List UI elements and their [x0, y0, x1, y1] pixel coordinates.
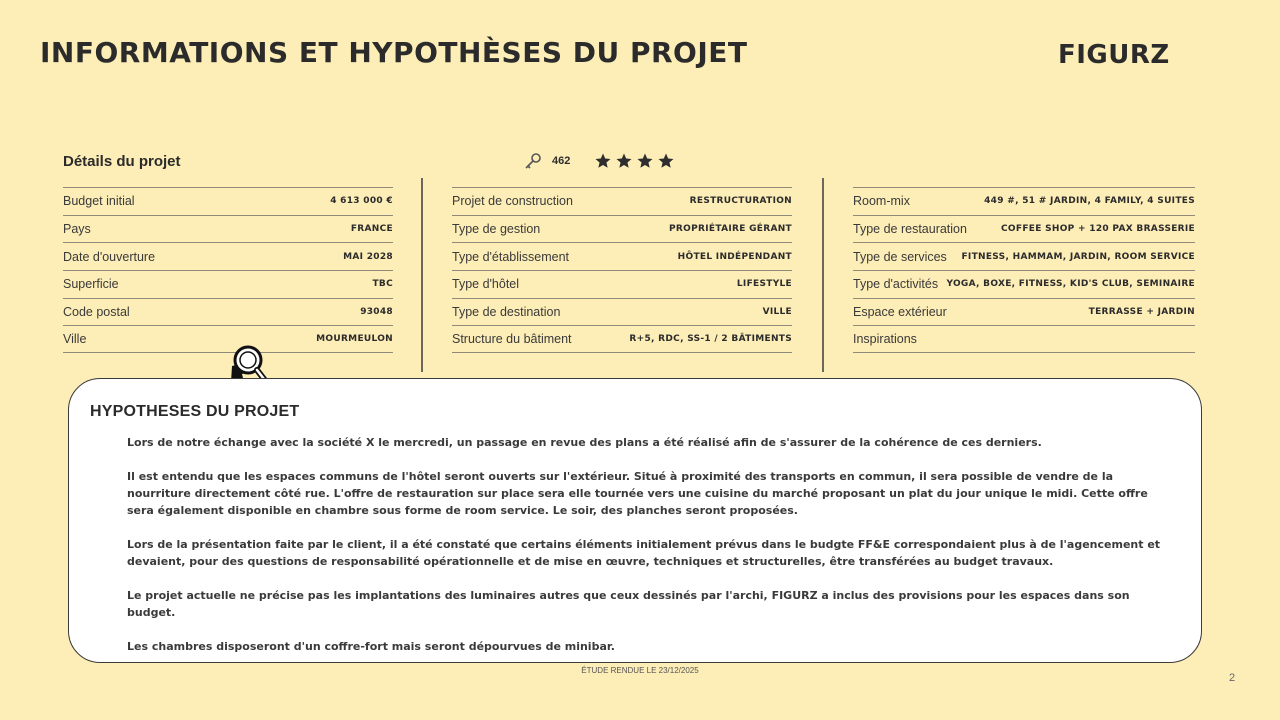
detail-value: 93048 [360, 307, 393, 318]
detail-value: COFFEE SHOP + 120 PAX BRASSERIE [1001, 224, 1195, 235]
detail-row [853, 242, 1195, 270]
detail-label: Ville [63, 332, 87, 347]
detail-value: R+5, RDC, SS-1 / 2 BÂTIMENTS [629, 334, 792, 345]
detail-label: Espace extérieur [853, 305, 947, 320]
detail-label: Type de restauration [853, 222, 967, 237]
detail-row [452, 242, 792, 270]
star-rating [594, 152, 675, 170]
detail-row [452, 270, 792, 298]
hypothesis-paragraph: Lors de la présentation faite par le client, il a été constaté que certains éléments initialement prévus dans le budgte FF&E correspondaient plus à de l'agencement et devaient, pour des questions de responsabilité opérationnelle et de mise en œuvre, techniques et structurelles, être transférées au budget travaux. [127, 538, 1161, 568]
detail-value: TERRASSE + JARDIN [1088, 307, 1195, 318]
detail-value: TBC [372, 279, 393, 290]
detail-label: Structure du bâtiment [452, 332, 572, 347]
figurz-logo: FIGURZ [1058, 40, 1170, 70]
star-icon [657, 152, 675, 170]
detail-row [63, 187, 393, 215]
detail-row [853, 298, 1195, 326]
detail-label: Inspirations [853, 332, 917, 347]
detail-label: Code postal [63, 305, 130, 320]
star-icon [636, 152, 654, 170]
detail-label: Type d'hôtel [452, 277, 520, 292]
detail-row [63, 298, 393, 326]
detail-label: Superficie [63, 277, 119, 292]
rooms-summary [524, 152, 675, 170]
page-number: 2 [1229, 672, 1236, 684]
detail-row [63, 215, 393, 243]
detail-row [853, 187, 1195, 215]
page-title: INFORMATIONS ET HYPOTHÈSES DU PROJET [40, 36, 748, 69]
hypotheses-panel [68, 378, 1202, 663]
details-title: Détails du projet [63, 153, 181, 170]
detail-label: Pays [63, 222, 91, 237]
detail-label: Type d'établissement [452, 249, 570, 264]
detail-value: HÔTEL INDÉPENDANT [677, 251, 792, 262]
detail-row [853, 270, 1195, 298]
detail-row [452, 325, 792, 353]
star-icon [594, 152, 612, 170]
detail-value: YOGA, BOXE, FITNESS, KID'S CLUB, SEMINAIRE [946, 279, 1195, 290]
detail-value: MAI 2028 [343, 251, 393, 262]
key-icon [524, 152, 542, 170]
detail-row [63, 270, 393, 298]
detail-value: FITNESS, HAMMAM, JARDIN, ROOM SERVICE [961, 251, 1195, 262]
detail-label: Type de gestion [452, 222, 541, 237]
detail-label: Type de destination [452, 305, 561, 320]
detail-value: VILLE [762, 307, 792, 318]
hypothesis-paragraph: Lors de notre échange avec la société X le mercredi, un passage en revue des plans a été réalisé afin de s'assurer de la cohérence de ces derniers. [127, 436, 1042, 449]
detail-label: Projet de construction [452, 194, 573, 209]
hypothesis-paragraph: Les chambres disposeront d'un coffre-fort mais seront dépourvues de minibar. [127, 640, 615, 653]
hypotheses-paragraphs [127, 434, 1167, 672]
column-divider [822, 178, 824, 372]
detail-value: MOURMEULON [316, 334, 393, 345]
detail-value: PROPRIÉTAIRE GÉRANT [669, 224, 792, 235]
hypothesis-paragraph: Il est entendu que les espaces communs de l'hôtel seront ouverts sur l'extérieur. Situé à proximité des transports en commun, il sera possible de vendre de la nourriture directement côté rue. L'offre de restauration sur place sera elle tournée vers une cuisine du marché proposant un plat du jour unique le midi. Cette offre sera également disponible en chambre sous forme de room service. Le soir, des planches seront proposées. [127, 470, 1148, 517]
detail-row [853, 325, 1195, 353]
detail-value: RESTRUCTURATION [689, 196, 792, 207]
hypotheses-title: HYPOTHESES DU PROJET [90, 403, 300, 420]
detail-row [452, 298, 792, 326]
detail-value: 449 #, 51 # JARDIN, 4 FAMILY, 4 SUITES [984, 196, 1195, 207]
column-divider [421, 178, 423, 372]
rooms-count: 462 [552, 155, 571, 167]
detail-row [452, 187, 792, 215]
detail-label: Room-mix [853, 194, 910, 209]
details-column-general [63, 187, 393, 353]
detail-value: FRANCE [350, 224, 393, 235]
detail-label: Type d'activités [853, 277, 939, 292]
detail-label: Date d'ouverture [63, 249, 156, 264]
details-column-building [452, 187, 792, 353]
detail-row [853, 215, 1195, 243]
details-column-offer [853, 187, 1195, 353]
detail-row [63, 242, 393, 270]
star-icon [615, 152, 633, 170]
detail-label: Type de services [853, 249, 947, 264]
detail-value: LIFESTYLE [736, 279, 792, 290]
detail-row [452, 215, 792, 243]
study-date-note: ÉTUDE RENDUE LE 23/12/2025 [581, 666, 699, 675]
detail-value: 4 613 000 € [330, 196, 393, 207]
detail-label: Budget initial [63, 194, 135, 209]
hypothesis-paragraph: Le projet actuelle ne précise pas les implantations des luminaires autres que ceux dessinés par l'archi, FIGURZ a inclus des provisions pour les espaces dans son budget. [127, 589, 1130, 619]
